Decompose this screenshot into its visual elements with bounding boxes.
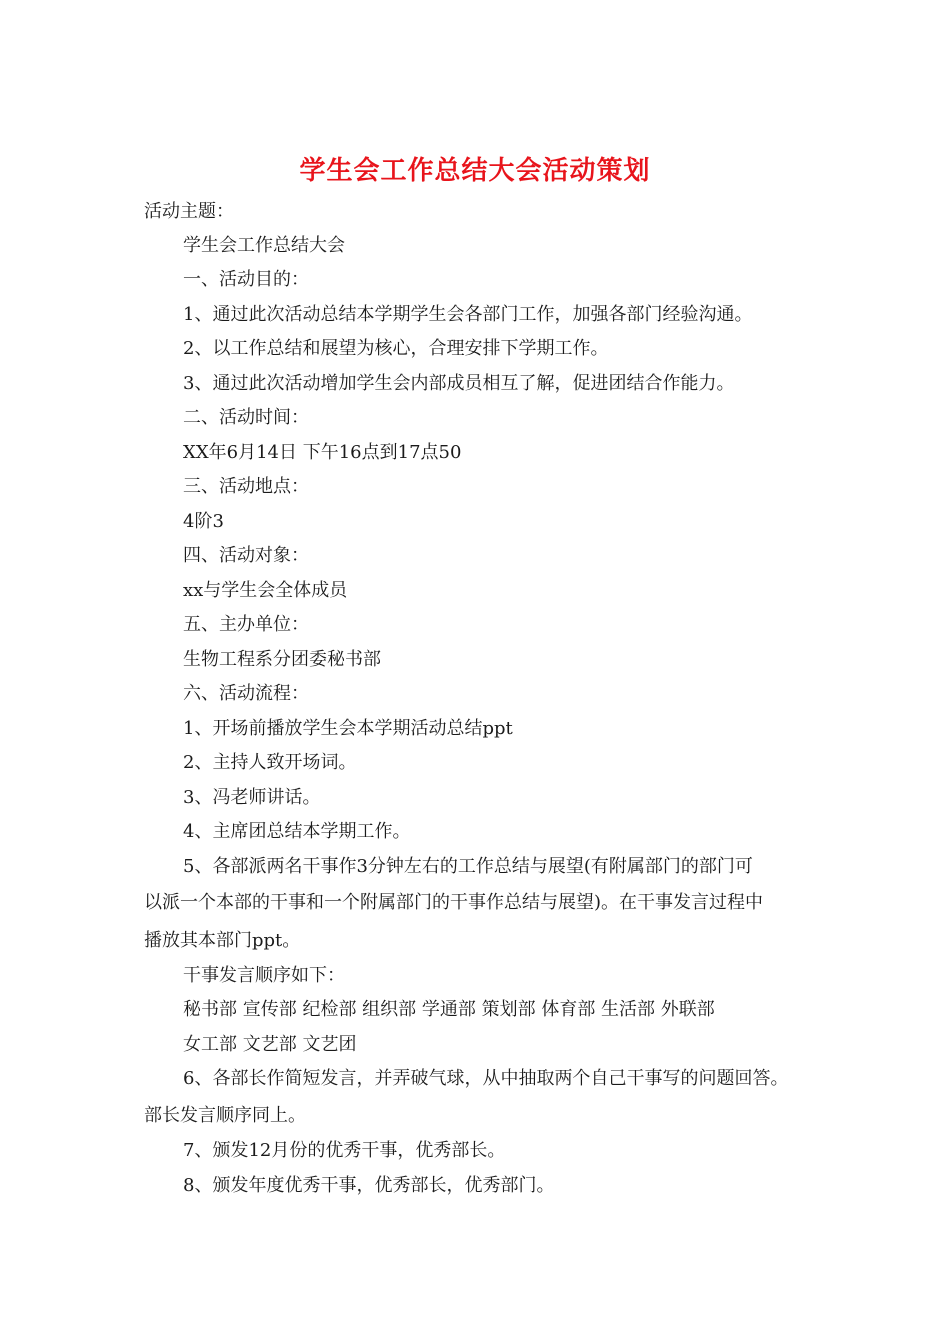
text-line: XX年6月14日 下午16点到17点50 [183,442,462,463]
document-title: 学生会工作总结大会活动策划 [299,156,651,186]
section-heading: 二、活动时间： [183,407,309,428]
text-line: 3、通过此次活动增加学生会内部成员相互了解，促进团结合作能力。 [183,373,735,394]
text-line: 播放其本部门ppt。 [144,930,301,951]
text-line: 2、以工作总结和展望为核心，合理安排下学期工作。 [183,338,609,359]
text-line: 4阶3 [183,511,224,532]
text-line: 5、各部派两名干事作3分钟左右的工作总结与展望(有附属部门的部门可 [183,856,753,877]
text-line: 3、冯老师讲话。 [183,787,321,808]
section-heading: 四、活动对象： [183,545,309,566]
text-line: 4、主席团总结本学期工作。 [183,821,411,842]
section-heading: 三、活动地点： [183,476,309,497]
text-line: 秘书部 宣传部 纪检部 组织部 学通部 策划部 体育部 生活部 外联部 [183,999,715,1020]
text-line: 女工部 文艺部 文艺团 [183,1034,357,1055]
section-heading: 六、活动流程： [183,683,309,704]
text-line: 生物工程系分团委秘书部 [183,649,381,670]
text-line: 6、各部长作简短发言，并弄破气球，从中抽取两个自己干事写的问题回答。 [183,1068,789,1089]
text-line: 学生会工作总结大会 [183,235,345,256]
text-line: 7、颁发12月份的优秀干事，优秀部长。 [183,1140,506,1161]
text-line: 1、开场前播放学生会本学期活动总结ppt [183,718,513,739]
text-line: 活动主题： [144,201,234,222]
text-line: xx与学生会全体成员 [183,580,348,601]
text-line: 2、主持人致开场词。 [183,752,357,773]
section-heading: 五、主办单位： [183,614,309,635]
text-line: 部长发言顺序同上。 [144,1105,306,1126]
text-line: 8、颁发年度优秀干事，优秀部长，优秀部门。 [183,1175,555,1196]
section-heading: 一、活动目的： [183,269,309,290]
text-line: 干事发言顺序如下： [183,965,345,986]
text-line: 以派一个本部的干事和一个附属部门的干事作总结与展望)。在干事发言过程中 [144,892,764,913]
text-line: 1、通过此次活动总结本学期学生会各部门工作，加强各部门经验沟通。 [183,304,753,325]
